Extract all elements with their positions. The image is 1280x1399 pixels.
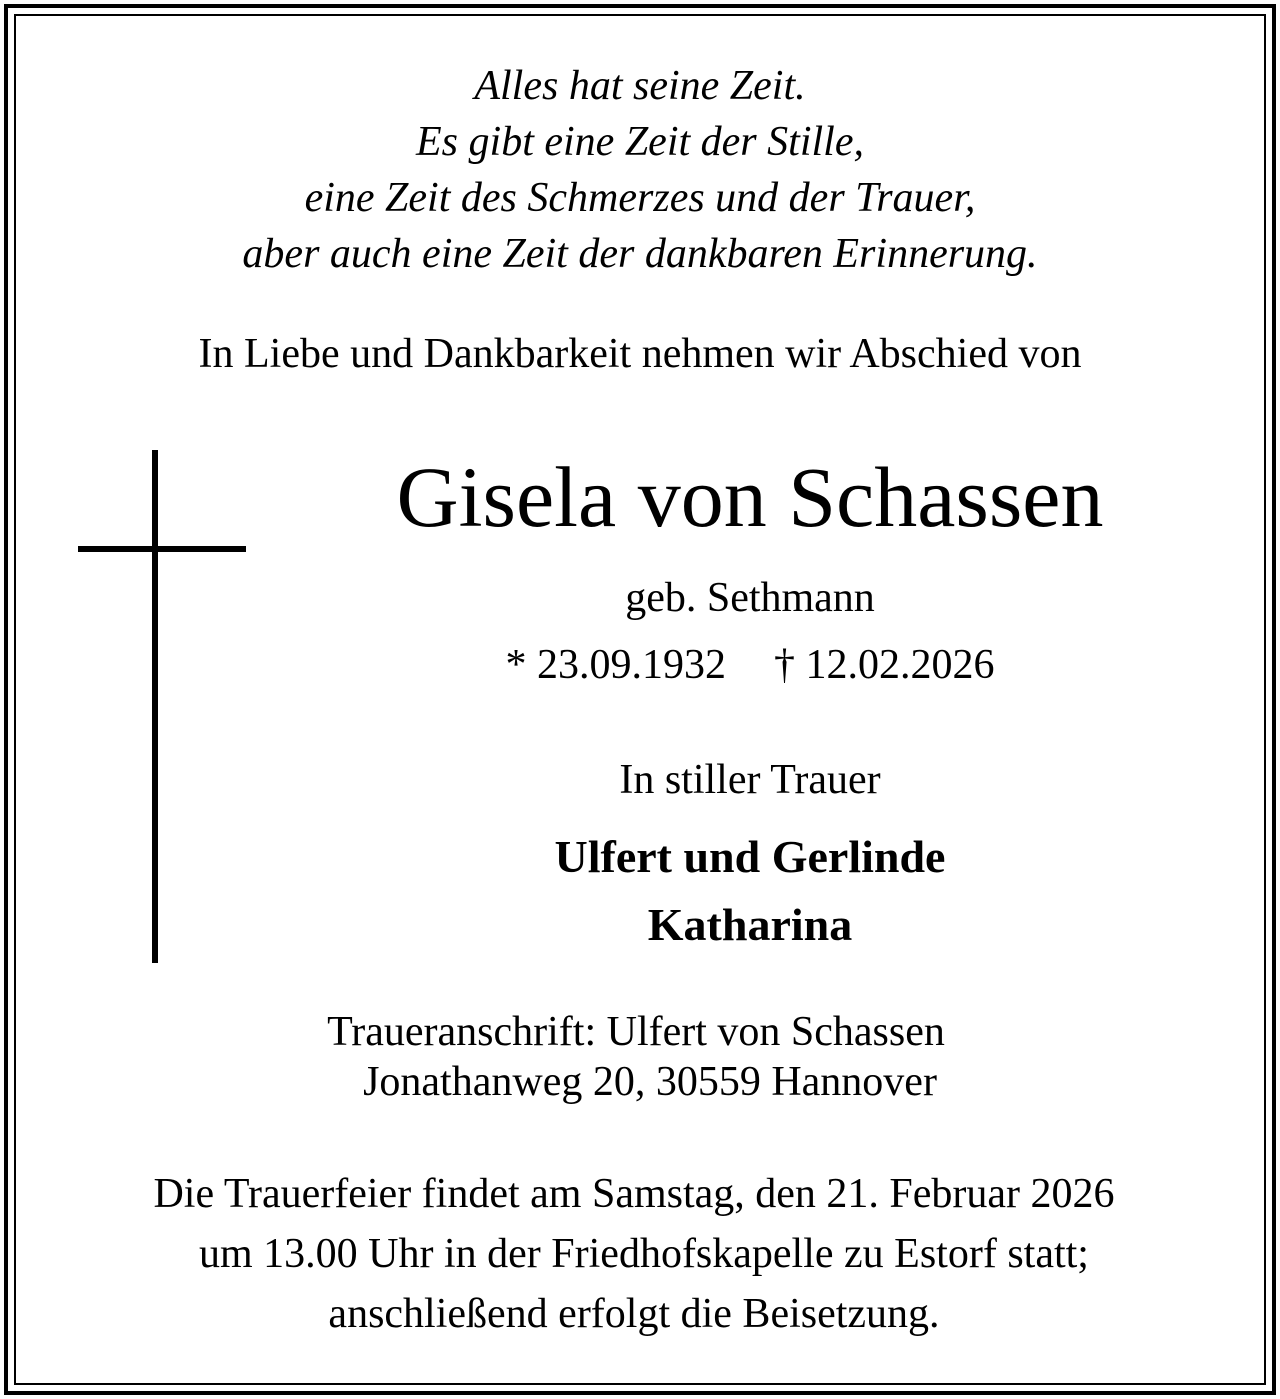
- poem-line: aber auch eine Zeit der dankbaren Erinnerung.: [242, 231, 1038, 277]
- mourner-names: Ulfert und Gerlinde: [554, 831, 946, 882]
- mourning-address: [0, 1007, 1276, 1107]
- address-line: Traueranschrift: Ulfert von Schassen: [327, 1009, 945, 1055]
- death-date: † 12.02.2026: [774, 642, 995, 688]
- cross-icon-bar: [78, 546, 246, 552]
- life-dates: [300, 641, 1200, 689]
- ceremony-notice: [0, 1164, 1274, 1344]
- poem: [0, 58, 1280, 282]
- birth-date: * 23.09.1932: [505, 642, 726, 688]
- ceremony-line: um 13.00 Uhr in der Friedhofskapelle zu Estorf statt;: [199, 1231, 1089, 1277]
- address-line: Jonathanweg 20, 30559 Hannover: [363, 1059, 937, 1105]
- poem-line: eine Zeit des Schmerzes und der Trauer,: [304, 175, 976, 221]
- mourning-heading: In stiller Trauer: [619, 757, 881, 803]
- ceremony-line: anschließend erfolgt die Beisetzung.: [328, 1291, 940, 1337]
- ceremony-line: Die Trauerfeier findet am Samstag, den 21. Februar 2026: [153, 1171, 1115, 1217]
- poem-line: Alles hat seine Zeit.: [474, 63, 806, 109]
- poem-line: Es gibt eine Zeit der Stille,: [416, 119, 864, 165]
- maiden-name: geb. Sethmann: [625, 575, 875, 621]
- cross-icon: [152, 450, 158, 963]
- intro-text: In Liebe und Dankbarkeit nehmen wir Abschied von: [198, 331, 1082, 377]
- mourner-names: Katharina: [647, 899, 853, 950]
- deceased-name: Gisela von Schassen: [396, 449, 1104, 545]
